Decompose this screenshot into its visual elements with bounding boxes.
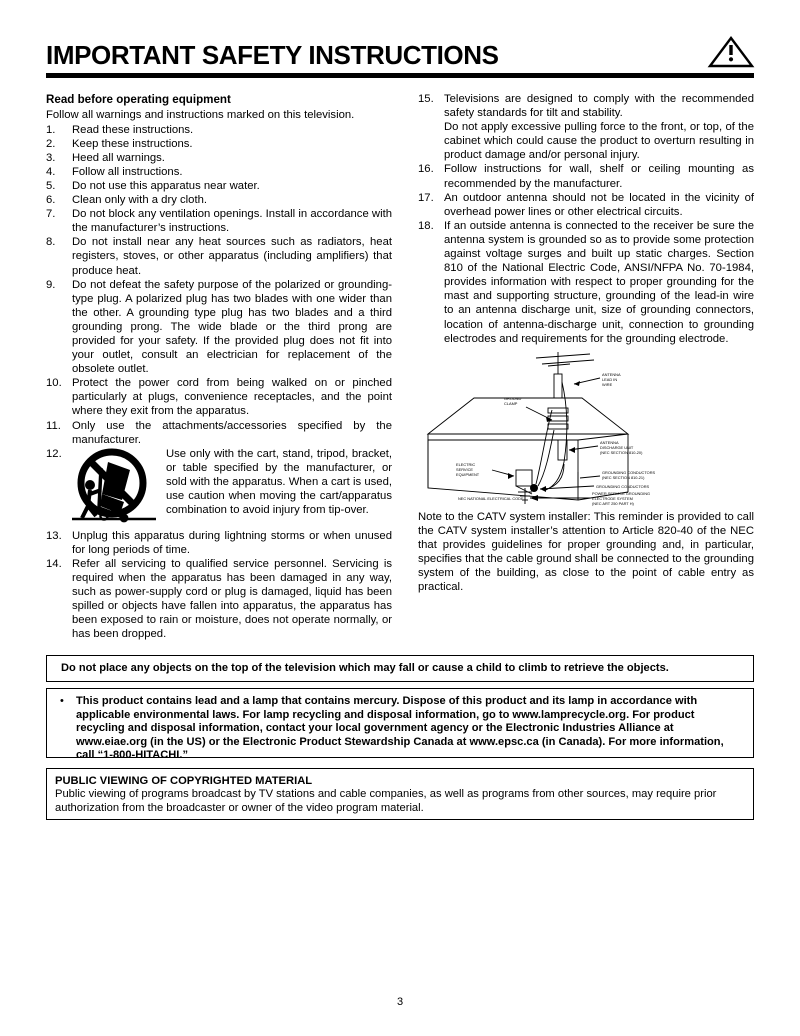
list-item [418, 219, 754, 346]
item-text: Do not defeat the safety purpose of the polarized or grounding-type plug. A polarized plug has two blades with one wider than the other. A grounding type plug has two blades and a third grounding prong. The wide blade or the third prong are provided for your safety. If the provided plug does not fit into your outlet, consult an electrician for replacement of the obsolete outlet. [72, 278, 392, 376]
list-item [46, 419, 392, 447]
item-number: 11. [46, 419, 61, 432]
diagram-label-discharge-unit-2: DISCHARGE UNIT [600, 444, 634, 450]
item-number: 15. [418, 93, 434, 105]
left-subheading: Read before operating equipment [46, 93, 231, 106]
header-divider [46, 73, 754, 78]
list-item [46, 529, 392, 557]
item-text: If an outside antenna is connected to the receiver be sure the antenna system is grounded so as to provide some protection against voltage surges and built up static charges. Section 810 of the National Electric Code, ANSI/NFPA No. 70-1984, provides information with respect to proper grounding for the mast and supporting structure, grounding of the lead-in wire to an antenna discharge unit, size of grounding connectors, location of antenna-discharge unit, connection to grounding electrodes and requirements for the grounding electrode. [444, 219, 754, 345]
page-number: 3 [396, 996, 404, 1008]
list-item [46, 137, 392, 151]
diagram-label-discharge-unit: ANTENNA [600, 439, 619, 445]
list-item [418, 191, 754, 219]
diagram-label-electric-service-3: EQUIPMENT [456, 471, 480, 477]
list-item [418, 162, 754, 190]
list-item [46, 235, 392, 277]
item-text: Unplug this apparatus during lightning storms or when unused for long periods of time. [72, 529, 392, 556]
right-column [418, 92, 754, 594]
diagram-label-grounding-conductors-nec-2: (NEC SECTION 810-21) [602, 474, 645, 480]
item-text: Protect the power cord from being walked on or pinched particularly at plugs, convenience receptacles, and the point where they exit from the apparatus. [72, 377, 392, 418]
list-item [418, 92, 754, 162]
diagram-caption: NEC NATIONAL ELECTRICAL CODE [458, 495, 524, 501]
list-item [46, 193, 392, 207]
diagram-label-power-service: POWER SERVICE GROUNDING [592, 490, 651, 496]
item-number: 9. [46, 278, 56, 291]
diagram-label-grounding-conductors-nec: GROUNDING CONDUCTORS [602, 469, 656, 475]
item-number: 6. [46, 194, 56, 207]
list-item [46, 151, 392, 165]
left-column [46, 92, 392, 642]
item-text: Televisions are designed to comply with the recommended safety standards for tilt and stability. [444, 93, 754, 120]
notice-box-objects-text: Do not place any objects on the top of the television which may fall or cause a child to climb to retrieve the objects. [61, 662, 669, 674]
item-text-extra: Do not apply excessive pulling force to the front, or top, of the cabinet which could cause the product to overturn resulting in product damage and/or personal injury. [444, 121, 754, 162]
diagram-label-discharge-unit-3: (NEC SECTION 810-20) [600, 449, 643, 455]
item-text: Only use the attachments/accessories specified by the manufacturer. [72, 419, 392, 446]
list-item [46, 207, 392, 235]
page-title: IMPORTANT SAFETY INSTRUCTIONS [46, 40, 499, 70]
item-number: 2. [46, 137, 56, 150]
item-number: 7. [46, 208, 56, 221]
list-item [46, 123, 392, 137]
item-text: Use only with the cart, stand, tripod, bracket, or table specified by the manufacturer, or sold with the apparatus. When a cart is used, use caution when moving the cart/apparatus combination to avoid injury from tip-over. [166, 447, 392, 517]
item-number: 4. [46, 165, 56, 178]
item-number: 5. [46, 179, 56, 192]
list-item [46, 376, 392, 418]
list-item [46, 278, 392, 377]
public-viewing-body: Public viewing of programs broadcast by TV stations and cable companies, as well as programs from other sources, may require prior authorization from the broadcaster or owner of the video program material. [55, 788, 717, 814]
item-number: 18. [418, 219, 434, 232]
item-number: 8. [46, 236, 56, 249]
diagram-label-antenna-lead-in: ANTENNA [602, 371, 621, 377]
page-header [46, 40, 754, 82]
public-viewing-title: PUBLIC VIEWING OF COPYRIGHTED MATERIAL [55, 775, 313, 787]
item-number: 3. [46, 151, 56, 164]
item-number: 14. [46, 557, 62, 570]
notice-box-objects-on-tv [46, 655, 754, 682]
item-text: Read these instructions. [72, 123, 194, 136]
item-text: Refer all servicing to qualified service personnel. Servicing is required when the apparatus has been damaged in any way, such as power-supply cord or plug is damaged, liquid has been spilled or objects have fallen into apparatus, the apparatus has been exposed to rain or moisture, does not operate normally, or has been dropped. [72, 557, 392, 641]
item-number: 1. [46, 123, 56, 136]
item-text: Heed all warnings. [72, 151, 165, 164]
list-item [46, 179, 392, 193]
diagram-label-grounding-conductors: GROUNDING CONDUCTORS [596, 483, 650, 489]
diagram-label-electric-service: ELECTRIC [456, 461, 476, 467]
item-number: 10. [46, 377, 62, 390]
safety-instruction-list-right [418, 92, 754, 346]
diagram-label-ground-clamp: GROUND [504, 395, 522, 401]
item-number: 13. [46, 529, 62, 542]
list-item [46, 165, 392, 179]
diagram-label-electric-service-2: SERVICE [456, 466, 474, 472]
bullet-icon: • [60, 695, 64, 707]
item-text: Do not block any ventilation openings. Install in accordance with the manufacturer’s instructions. [72, 208, 392, 235]
antenna-grounding-diagram [418, 352, 754, 506]
catv-installer-note: Note to the CATV system installer: This reminder is provided to call the CATV system installer’s attention to Article 820-40 of the NEC that provides guidelines for proper grounding and, in particular, specifies that the cable ground shall be connected to the grounding system of the building, as close to the point of cable entry as practical. [418, 510, 754, 594]
item-text: Do not use this apparatus near water. [72, 179, 260, 192]
item-text: An outdoor antenna should not be located in the vicinity of overhead power lines or other electrical circuits. [444, 191, 754, 218]
notice-box-public-viewing [46, 768, 754, 820]
item-number: 17. [418, 191, 434, 204]
notice-box-lead-mercury [46, 688, 754, 762]
item-text: Clean only with a dry cloth. [72, 194, 208, 207]
diagram-label-power-service-2: ELECTRODE SYSTEM [592, 495, 633, 501]
item-text: Keep these instructions. [72, 137, 193, 150]
item-number: 16. [418, 163, 434, 176]
safety-instruction-list-left [46, 123, 392, 642]
item-number: 12. [46, 447, 62, 460]
warning-triangle-exclamation-icon [708, 36, 754, 70]
list-item [46, 557, 392, 642]
diagram-label-antenna-lead-in-3: WIRE [602, 381, 613, 387]
cart-tip-over-warning-icon [68, 448, 160, 526]
notice-box-lead-mercury-text: This product contains lead and a lamp that contains mercury. Dispose of this product and its lamp in accordance with applicable environmental laws. For lamp recycling and disposal information, go to www.lamprecycle.org. For product recycling and disposal information, contact your local government agency or the Electronic Industries Alliance at www.eiae.org (in the US) or the Electronic Product Stewardship Canada at www.epsc.ca (in Canada). For more information, call “1-800-HITACHI.” [76, 695, 724, 762]
item-text: Follow instructions for wall, shelf or ceiling mounting as recommended by the manufacturer. [444, 163, 754, 190]
diagram-label-antenna-lead-in-2: LEAD IN [602, 376, 618, 382]
item-text: Do not install near any heat sources such as radiators, heat registers, stoves, or other apparatus (including amplifiers) that produce heat. [72, 236, 392, 277]
item-text: Follow all instructions. [72, 165, 183, 178]
diagram-label-power-service-3: (NEC ART 250 PART H) [592, 500, 634, 506]
diagram-label-ground-clamp-2: CLAMP [504, 400, 518, 406]
left-lead-text: Follow all warnings and instructions marked on this television. [46, 109, 355, 121]
list-item-cart-warning [46, 447, 392, 529]
